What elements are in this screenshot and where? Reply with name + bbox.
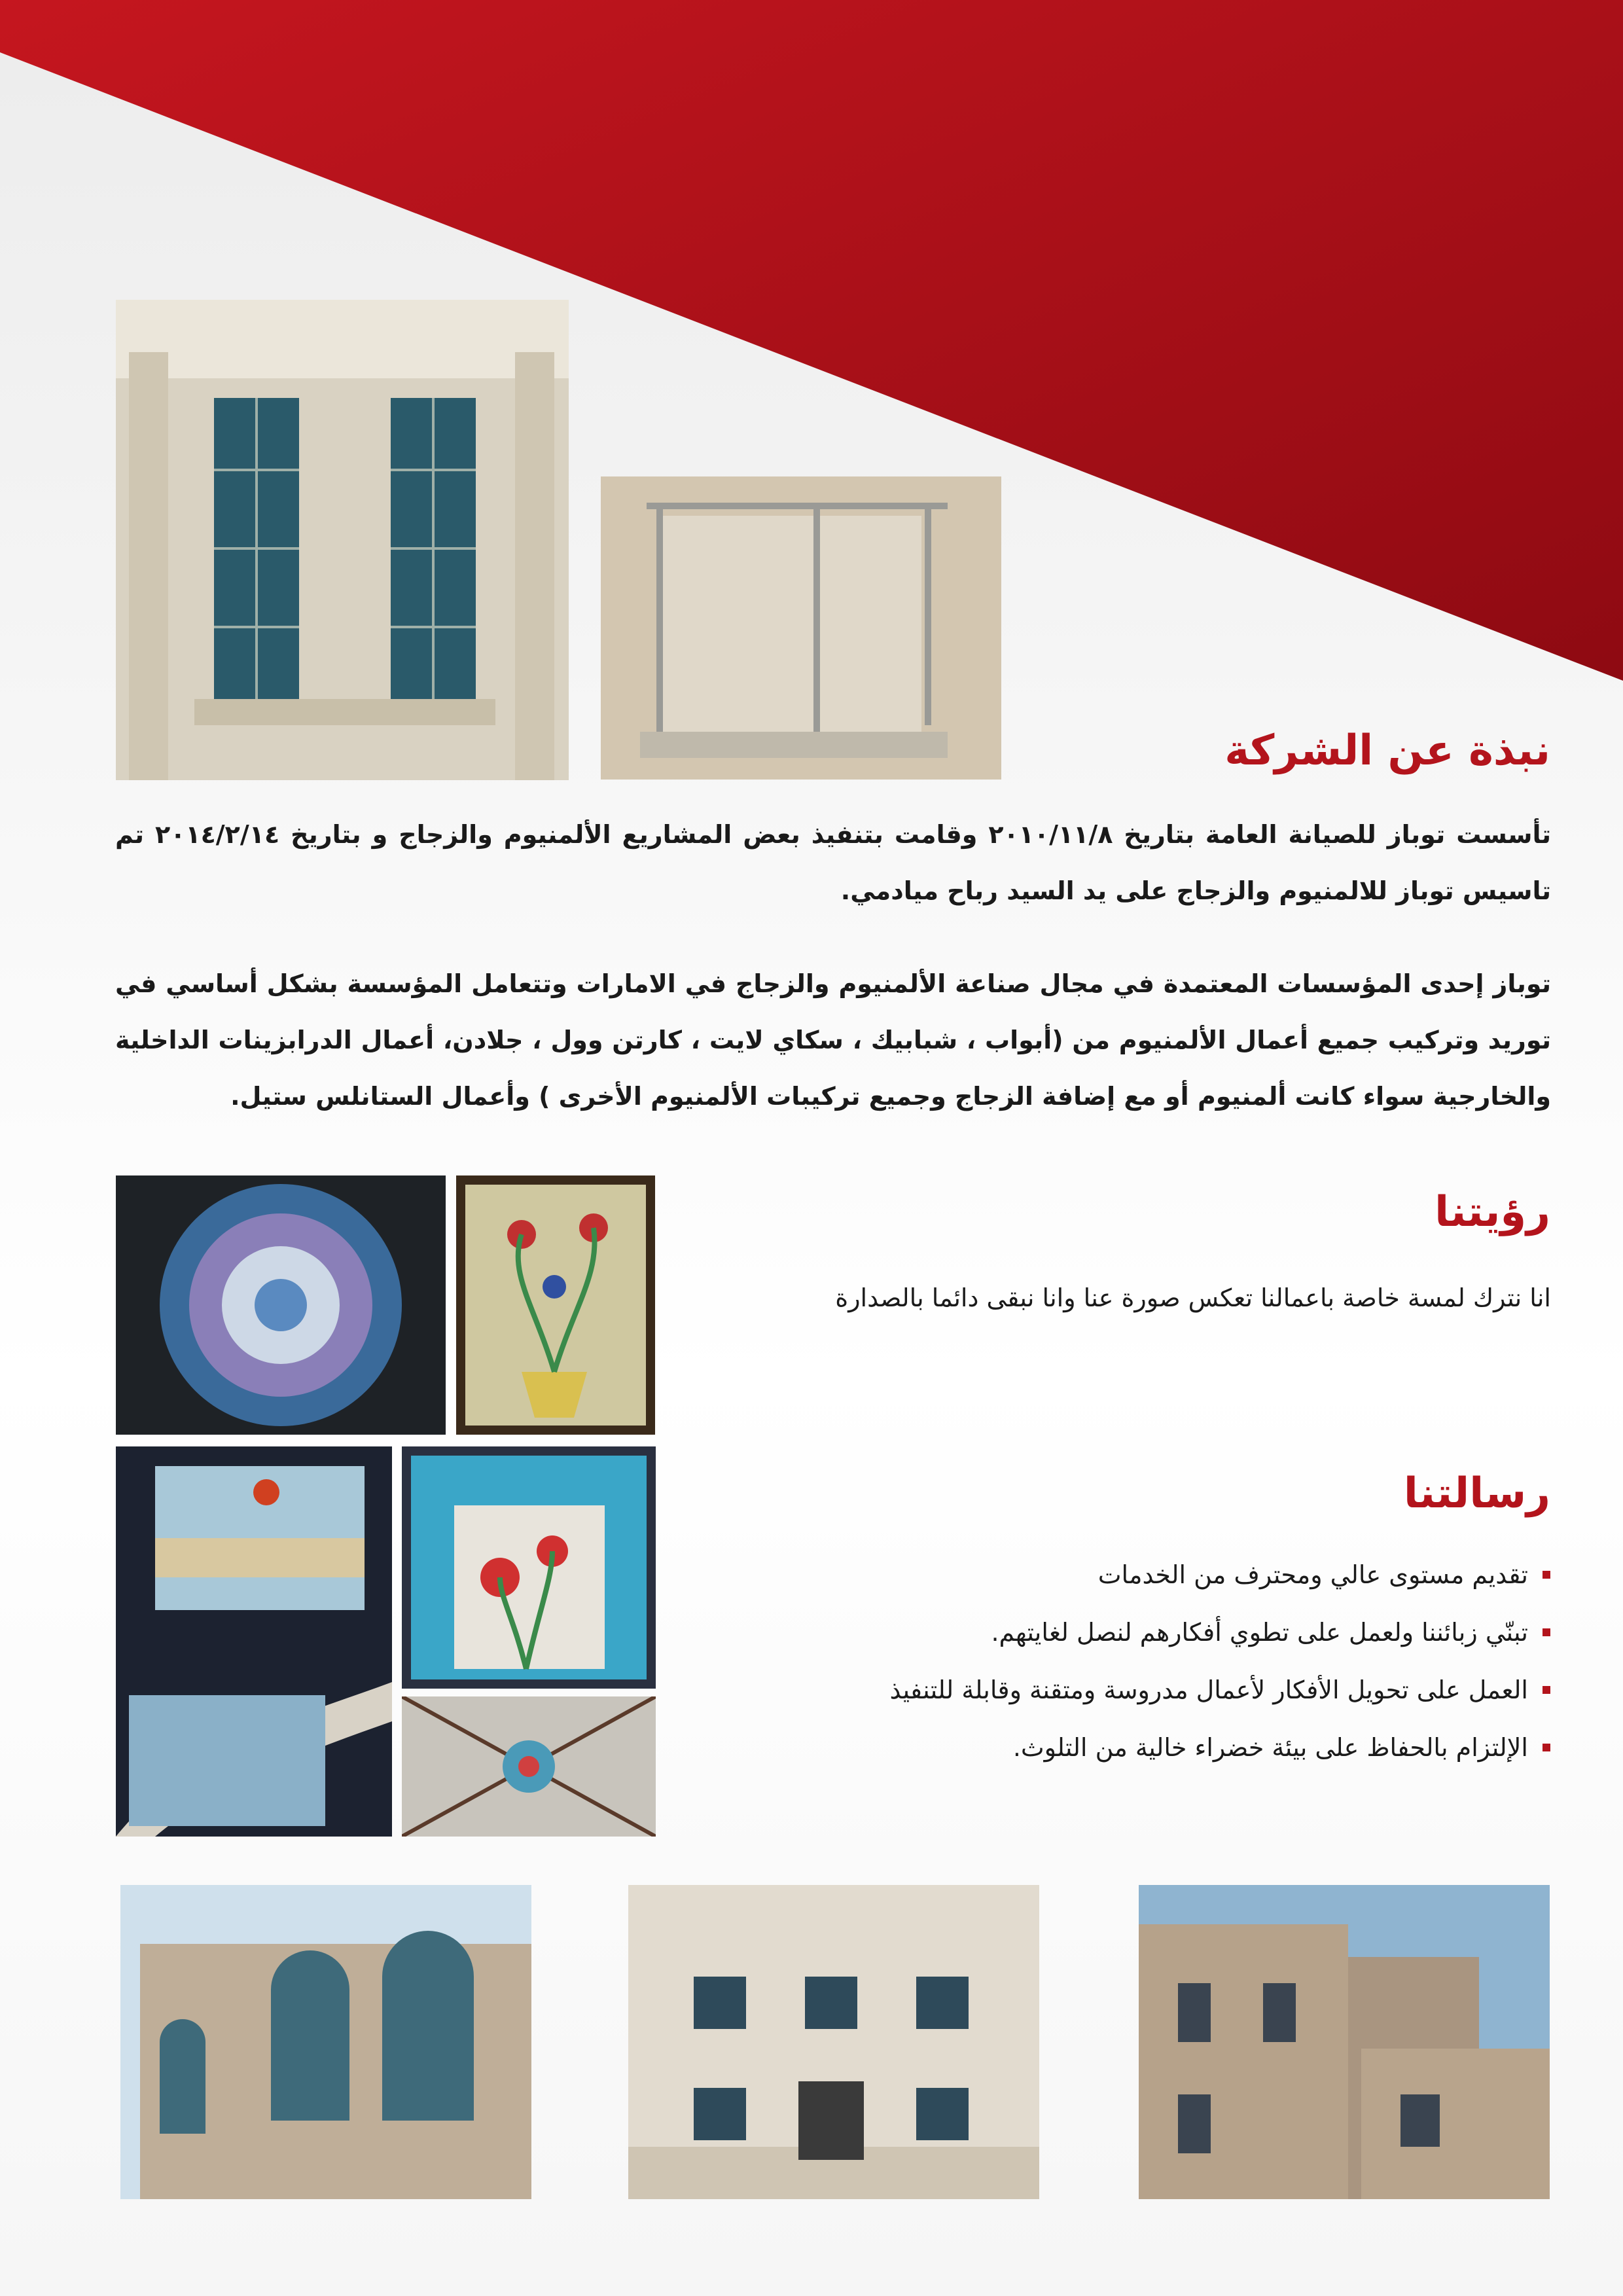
photo-stained-glass-ceiling [402,1696,656,1837]
about-paragraph-2: توباز إحدى المؤسسات المعتمدة في مجال صناعة الألمنيوم والزجاج في الامارات وتتعامل المؤسسة بشكل أساسي في توريد وتركيب جميع أعمال الألمنيوم من (أبواب ، شبابيك ، سكاي لايت ، كارتن وول ، جلادن، أعمال الدرابزينات الداخلية والخارجية سواء كانت ألمنيوم أو مع إضافة الزجاج وجميع تركيبات الألمنيوم الأخرى ) وأعمال الستانلس ستيل. [115,969,1551,1111]
photo-building-modern [1139,1885,1550,2199]
mission-item [732,1546,1550,1604]
photo-glass-railing [601,476,1001,780]
photo-stained-glass-flower-vase [456,1175,655,1435]
photo-stained-glass-staircase [116,1446,392,1837]
photo-building-arched-windows [120,1885,531,2199]
mission-item-text: تبنّي زبائننا ولعمل على تطوي أفكارهم لنصل لغايتهم. [991,1618,1528,1647]
about-paragraph-1: تأسست توباز للصيانة العامة بتاريخ ٢٠١٠/١١/٨ وقامت بتنفيذ بعض المشاريع الألمنيوم والزجاج و بتاريخ ٢٠١٤/٢/١٤ تم تاسيس توباز للالمنيوم والزجاج على يد السيد رباح ميادمي. [115,820,1552,905]
mission-item-text: الإلتزام بالحفاظ على بيئة خضراء خالية من التلوث. [1012,1733,1528,1762]
bullet-square-icon [1543,1628,1550,1636]
photo-building-tall-windows [116,300,569,780]
bullet-square-icon [1543,1686,1550,1694]
photo-villa-front [628,1885,1039,2199]
bullet-square-icon [1543,1571,1550,1579]
vision-text: انا نترك لمسة خاصة باعمالنا تعكس صورة عنا وانا نبقى دائما بالصدارة [835,1283,1551,1312]
mission-title: رسالتنا [1403,1469,1550,1518]
photo-stained-glass-dome [116,1175,446,1435]
about-title: نبذة عن الشركة [1224,726,1550,775]
mission-item-text: تقديم مستوى عالي ومحترف من الخدمات [1097,1560,1528,1589]
mission-list [732,1546,1550,1776]
mission-item [732,1604,1550,1661]
mission-item-text: العمل على تحويل الأفكار لأعمال مدروسة ومتقنة وقابلة للتنفيذ [889,1676,1528,1704]
mission-item [732,1661,1550,1719]
bullet-square-icon [1543,1744,1550,1751]
photo-stained-glass-red-flowers [402,1446,656,1689]
vision-title: رؤيتنا [1435,1188,1550,1236]
mission-item [732,1719,1550,1776]
